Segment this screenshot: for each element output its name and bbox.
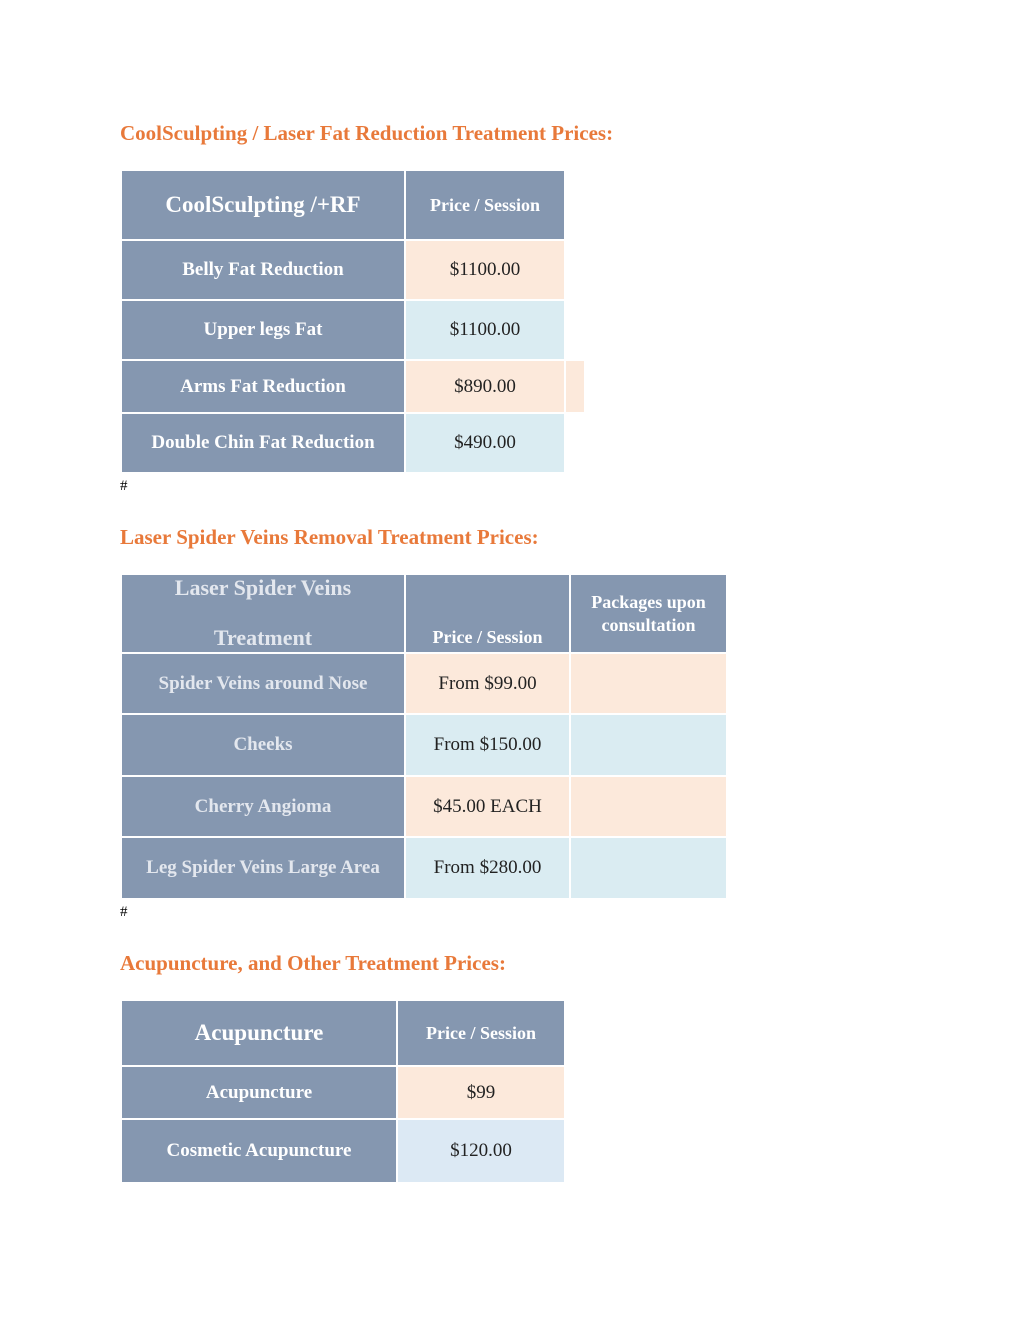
table-row-packages	[571, 654, 726, 713]
table-header-treatment: Acupuncture	[122, 1001, 396, 1065]
table-row-label: Arms Fat Reduction	[122, 361, 404, 412]
table-row-packages	[571, 715, 726, 775]
section-heading-coolsculpting: CoolSculpting / Laser Fat Reduction Treatment Prices:	[120, 121, 614, 145]
separator-mark: #	[120, 904, 128, 920]
table-row-label: Leg Spider Veins Large Area	[122, 838, 404, 898]
table-header-line: Laser Spider Veins	[174, 575, 352, 600]
table-row-price: From $150.00	[406, 715, 569, 775]
section-heading-acupuncture: Acupuncture, and Other Treatment Prices:	[120, 951, 506, 975]
table-row-label: Double Chin Fat Reduction	[122, 414, 404, 472]
table-header-price: Price / Session	[398, 1001, 564, 1065]
table-header-treatment: CoolSculpting /+RF	[122, 171, 404, 239]
table-header-price: Price / Session	[406, 575, 569, 652]
table-row-label: Cheeks	[122, 715, 404, 775]
table-header-packages: Packages upon consultation	[571, 575, 726, 652]
table-header-price: Price / Session	[406, 171, 564, 239]
table-row-label: Cosmetic Acupuncture	[122, 1120, 396, 1182]
table-row-label: Belly Fat Reduction	[122, 241, 404, 299]
table-header-line: Treatment	[213, 625, 313, 650]
table-row-price: $45.00 EACH	[406, 777, 569, 836]
table-row-label: Spider Veins around Nose	[122, 654, 404, 713]
table-row-price: $890.00	[406, 361, 564, 412]
table-row-price: $1100.00	[406, 301, 564, 359]
table-stray-cell	[566, 361, 584, 412]
table-row-price: $1100.00	[406, 241, 564, 299]
table-row-price: From $280.00	[406, 838, 569, 898]
table-row-label: Acupuncture	[122, 1067, 396, 1118]
table-row-label: Cherry Angioma	[122, 777, 404, 836]
table-row-price: $490.00	[406, 414, 564, 472]
table-row-price: $120.00	[398, 1120, 564, 1182]
table-row-price: $99	[398, 1067, 564, 1118]
table-row-price: From $99.00	[406, 654, 569, 713]
table-header-treatment	[122, 575, 404, 652]
table-row-packages	[571, 838, 726, 898]
separator-mark: #	[120, 478, 128, 494]
table-row-packages	[571, 777, 726, 836]
section-heading-spider-veins: Laser Spider Veins Removal Treatment Prices:	[120, 525, 539, 549]
table-row-label: Upper legs Fat	[122, 301, 404, 359]
